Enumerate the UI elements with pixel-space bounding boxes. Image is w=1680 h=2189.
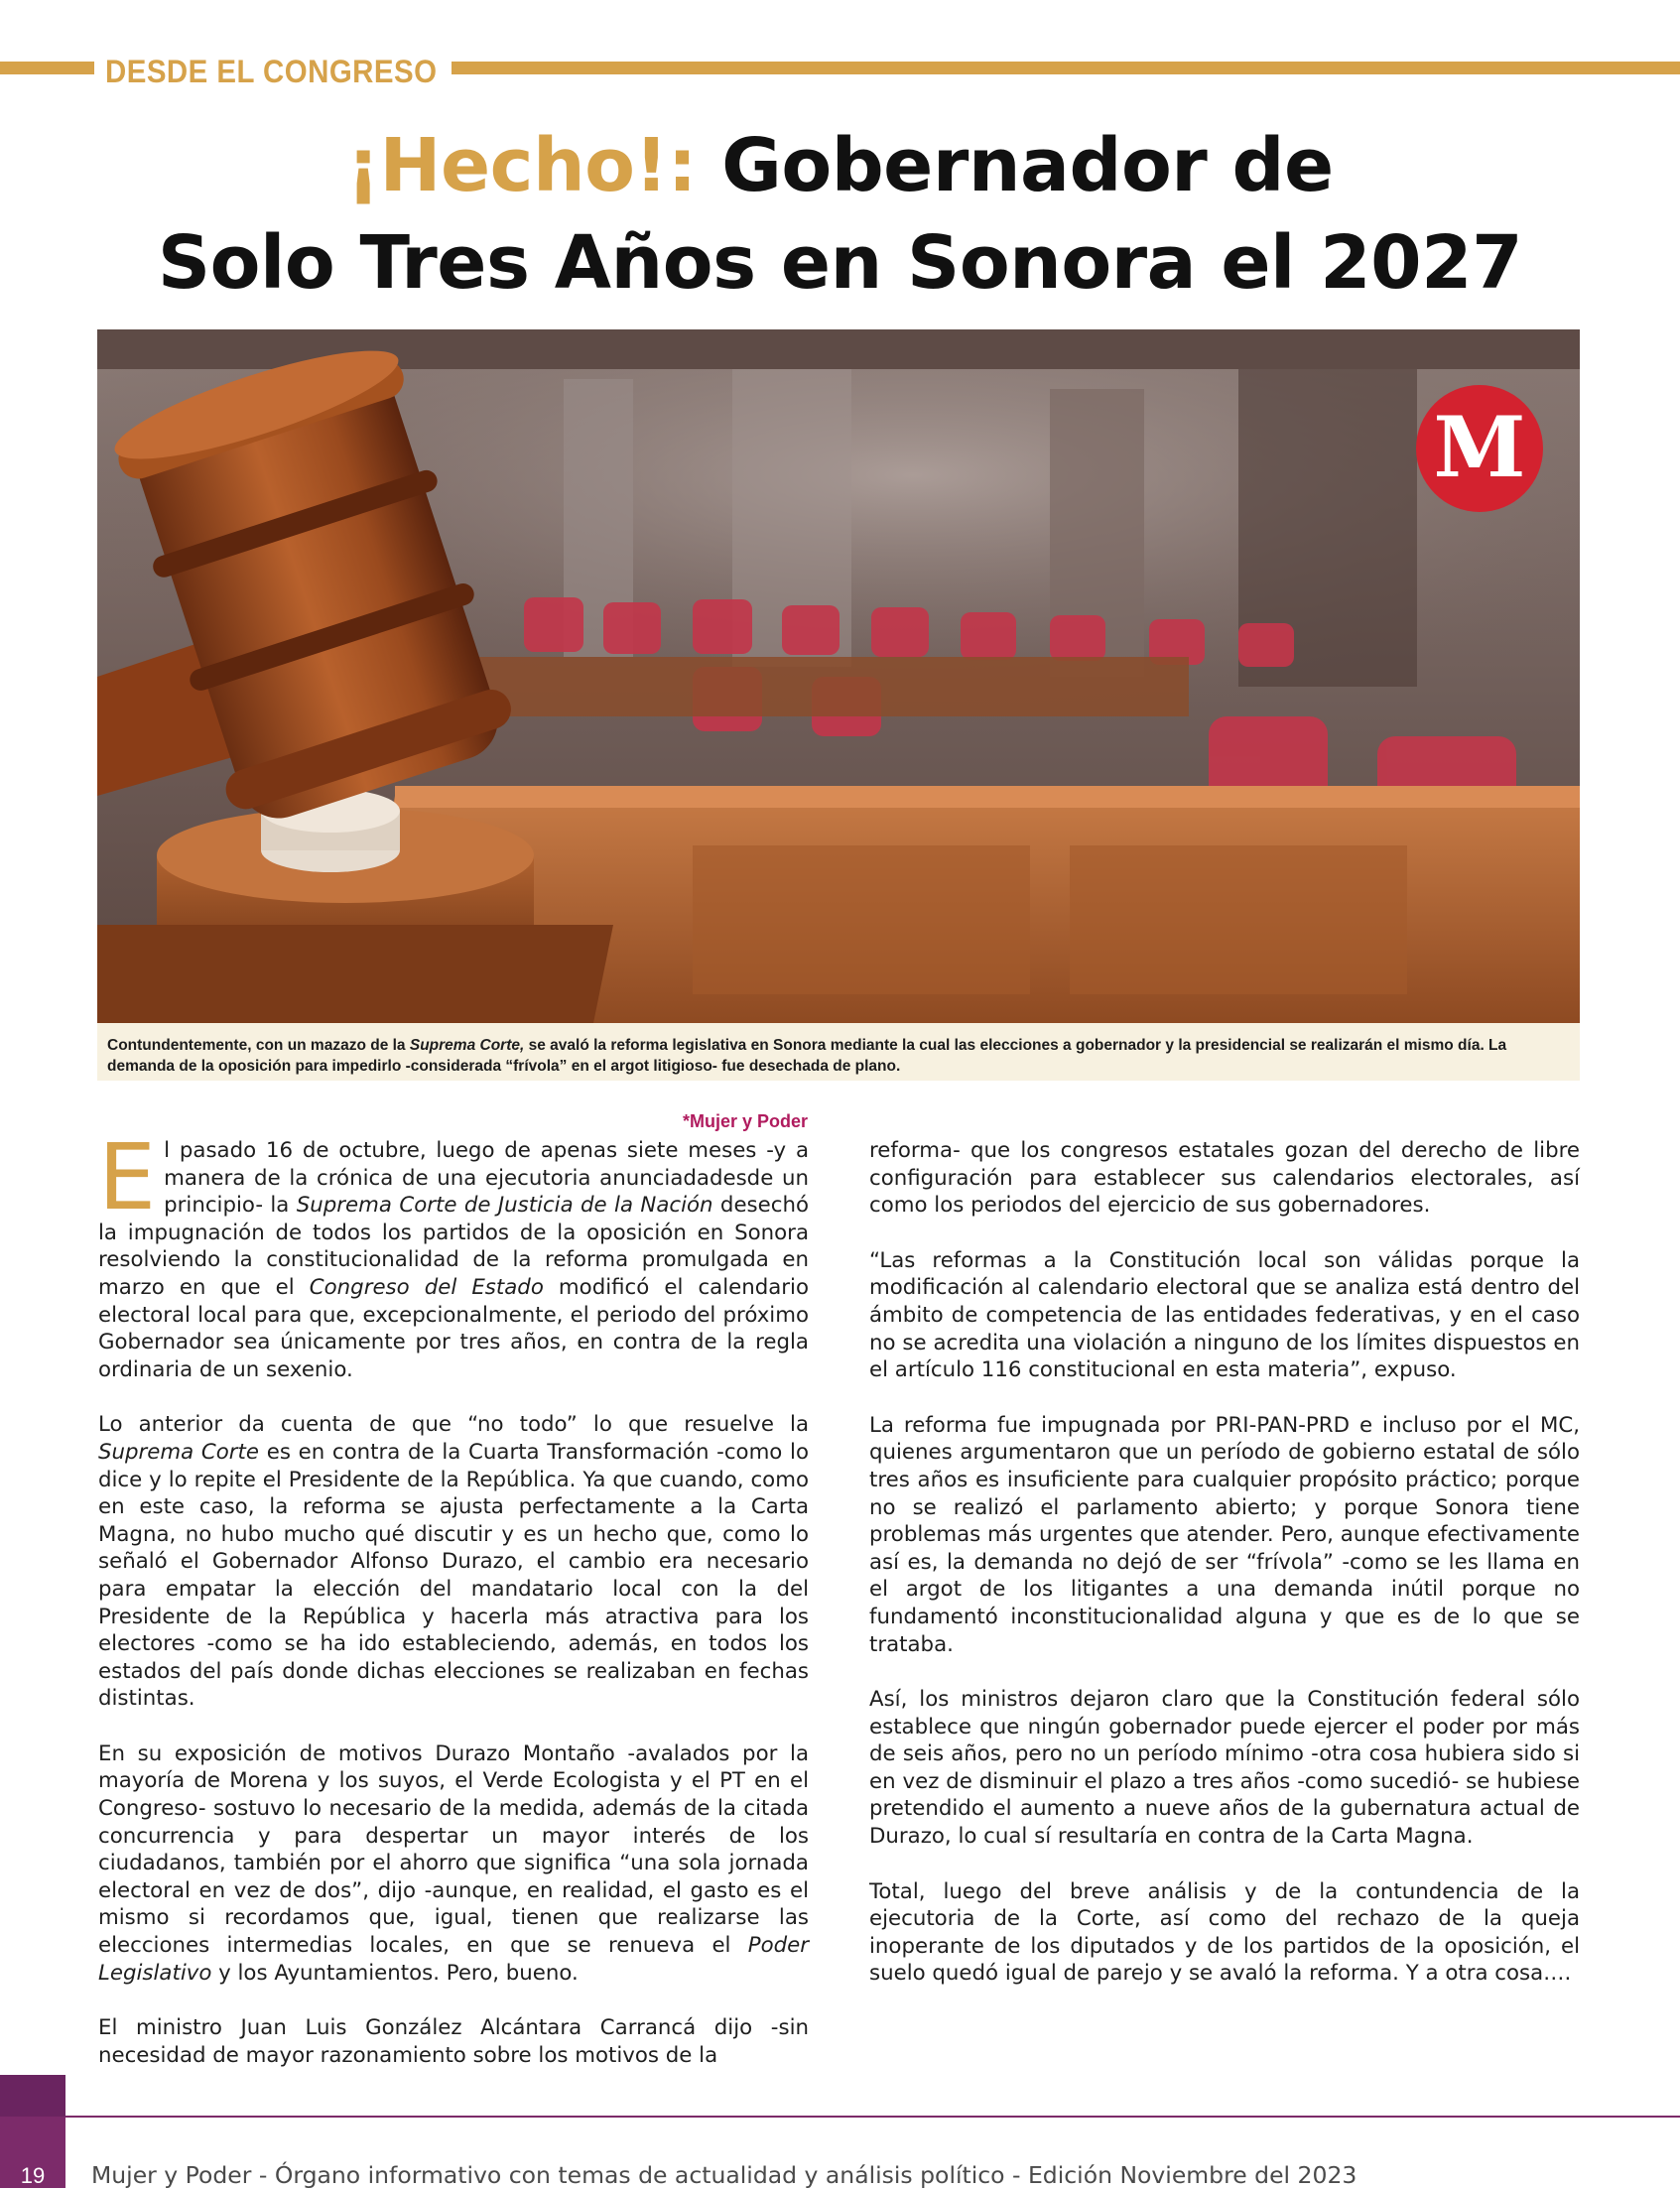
p1-text-a: l pasado 16 de octubre, luego de apenas siete meses -y a manera de la crónica de una ejecutoria anunciadadesde un principio- la	[164, 1138, 809, 1219]
section-bar-left	[0, 62, 94, 74]
footer-page-tab-top	[0, 2075, 65, 2117]
milenio-logo	[1412, 381, 1547, 516]
footer-rule	[65, 2116, 1680, 2118]
article-column-right	[869, 1137, 1580, 2015]
paragraph-4: El ministro Juan Luis González Alcántara Carrancá dijo -sin necesidad de mayor razonamiento sobre los motivos de la	[98, 2015, 809, 2068]
paragraph-8: Así, los ministros dejaron claro que la Constitución federal sólo establece que ningún gobernador puede ejercer el poder por más de seis años, pero no un período mínimo -otra cosa hubiera sido si en vez de disminuir el plazo a tres años -como sucedió- se hubiese pretendido el aumento a nueve años de la gubernatura actual de Durazo, lo cual sí resultaría en contra de la Carta Magna.	[869, 1687, 1580, 1850]
section-label: DESDE EL CONGRESO	[105, 54, 438, 89]
byline: *Mujer y Poder	[682, 1111, 808, 1131]
p3-text-b: y los Ayuntamientos. Pero, bueno.	[211, 1960, 579, 1986]
paragraph-7: La reforma fue impugnada por PRI-PAN-PRD e incluso por el MC, quienes argumentaron que un período de gobierno estatal de sólo tres años es insuficiente para cualquier propósito práctico; porque no se realizó el parlamento abierto; y porque Sonora tiene problemas más urgentes que atender. Pero, aunque efectivamente así es, la demanda no dejó de ser “frívola” -como se les llama en el argot de los litigantes a una demanda inútil porque no fundamentó inconstitucionalidad alguna y que es de lo que se trataba.	[869, 1412, 1580, 1657]
paragraph-2	[98, 1411, 809, 1713]
headline-line2: Solo Tres Años en Sonora el 2027	[157, 220, 1523, 306]
section-bar-right	[452, 62, 1680, 74]
p1-italic-court: Suprema Corte de Justicia de la Nación	[296, 1193, 713, 1219]
paragraph-6: “Las reformas a la Constitución local son válidas porque la modificación al calendario electoral que se analiza está dentro del ámbito de competencia de las entidades federativas, y en el caso no se acredita una violación a ninguno de los límites dispuestos en el artículo 116 constitucional en esta materia”, expuso.	[869, 1247, 1580, 1383]
footer-text: Mujer y Poder - Órgano informativo con temas de actualidad y análisis político - Edición Noviembre del 2023	[91, 2161, 1357, 2189]
p2-text-b: es en contra de la Cuarta Transformación -como lo dice y lo repite el Presidente de la República. Ya que cuando, como en este caso, la reforma se ajusta perfectamente a la Carta Magna, no hubo mucho qué discutir y es un hecho que, como lo señaló el Gobernador Alfonso Durazo, el cambio era necesario para empatar la elección del mandatario local con la del Presidente de la República y hacerla más atractiva para los electores -como se ha ido estableciendo, además, en todos los estados del país donde dichas elecciones se realizaban en fechas distintas.	[98, 1439, 809, 1712]
courtroom-photo	[97, 329, 1580, 1023]
headline-accent: ¡Hecho!:	[346, 123, 697, 208]
p3-text-a: En su exposición de motivos Durazo Montaño -avalados por la mayoría de Morena y los suyos, el Verde Ecologista y el PT en el Congreso- sostuvo lo necesario de la medida, además de la citada concurrencia y para despertar un mayor interés de los ciudadanos, también por el ahorro que significa “una sola jornada electoral en vez de dos”, dijo -aunque, en realidad, el gasto es el mismo si recordamos que, igual, tienen que realizarse las elecciones intermedias locales, en que se renueva el	[98, 1740, 809, 1959]
page-number: 19	[20, 2163, 46, 2188]
headline	[0, 117, 1680, 312]
p1-italic-congress: Congreso del Estado	[309, 1274, 544, 1300]
p2-text-a: Lo anterior da cuenta de que “no todo” lo que resuelve la	[98, 1412, 809, 1438]
photo-caption	[97, 1023, 1580, 1081]
paragraph-9: Total, luego del breve análisis y de la contundencia de la ejecutoria de la Corte, así como del rechazo de la queja inoperante de los diputados y de los partidos de la oposición, el suelo quedó igual de parejo y se avaló la reforma. Y a otra cosa….	[869, 1878, 1580, 1987]
p1-text-c: modificó el calendario electoral local para que, excepcionalmente, el periodo del próximo Gobernador sea únicamente por tres años, en contra de la regla ordinaria de un sexenio.	[98, 1274, 809, 1382]
caption-text-2: se avaló la reforma legislativa en Sonora mediante la cual las elecciones a gobernador y la presidencial se realizarán el mismo día. La demanda de la oposición para impedirlo -considerada “frívola” en el argot litigioso- fue desechada de plano.	[107, 1037, 1507, 1075]
caption-text-1: Contundentemente, con un mazazo de la	[107, 1037, 410, 1054]
article-column-left	[98, 1124, 809, 2097]
headline-line1: Gobernador de	[696, 123, 1334, 208]
paragraph-1	[98, 1124, 809, 1383]
p1-text-b: desechó la impugnación de todos los partidos de la oposición en Sonora resolviendo la constitucionalidad de la reforma promulgada en marzo en que el	[98, 1193, 809, 1300]
p3-italic-legislative: Poder Legislativo	[98, 1933, 809, 1986]
caption-italic: Suprema Corte,	[409, 1037, 525, 1054]
paragraph-3	[98, 1740, 809, 1987]
paragraph-5: reforma- que los congresos estatales gozan del derecho de libre configuración para establecer sus calendarios electorales, así como los periodos del ejercicio de sus gobernadores.	[869, 1138, 1580, 1219]
p2-italic-court: Suprema Corte	[98, 1439, 260, 1465]
svg-text:M: M	[1433, 398, 1526, 496]
courtroom-illustration	[97, 329, 1580, 1023]
drop-cap: E	[98, 1124, 157, 1230]
